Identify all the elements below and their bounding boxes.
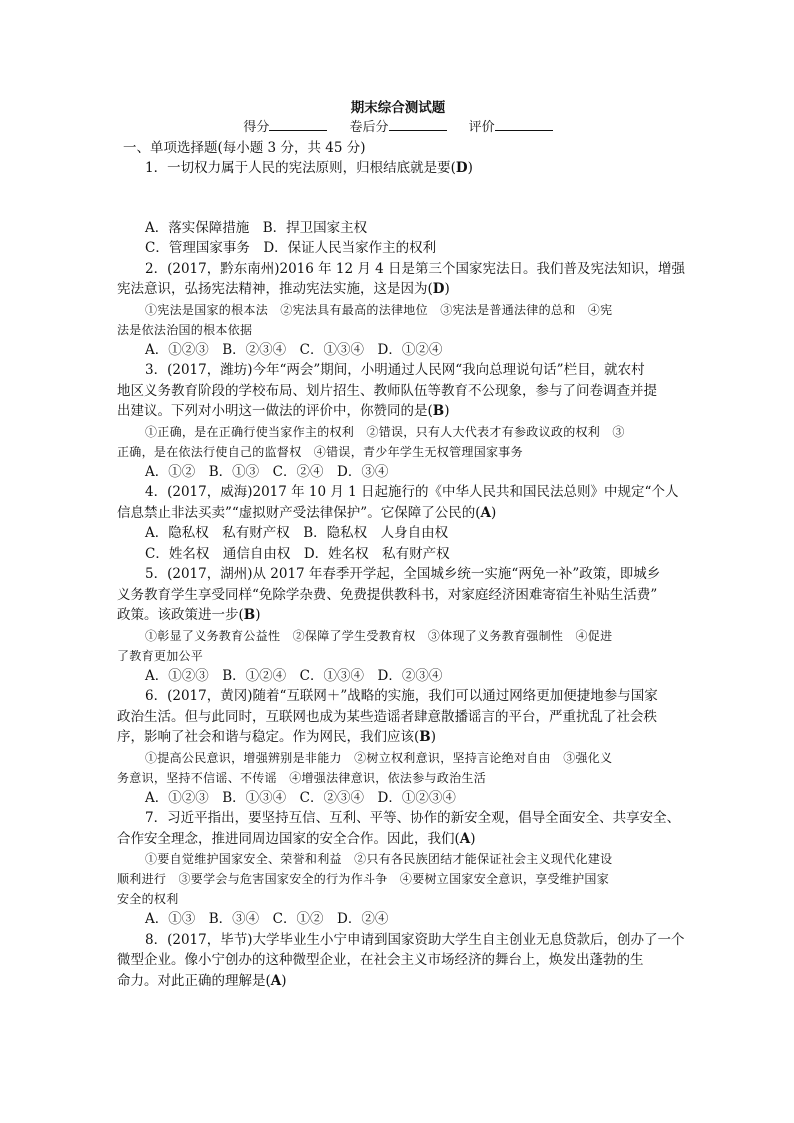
statements-line: 了教育更加公平 xyxy=(117,648,204,663)
question-stem xyxy=(117,158,679,179)
question-3 xyxy=(117,360,679,482)
section-heading: 一、单项选择题(每小题 3 分，共 45 分) xyxy=(123,140,366,156)
question-1 xyxy=(117,158,679,259)
question-stem xyxy=(117,401,679,422)
statements-line: 务意识，坚持不信谣、不传谣 ④增强法律意识，依法参与政治生活 xyxy=(117,770,487,785)
options-line: A．隐私权 私有财产权 B．隐私权 人身自由权 xyxy=(145,525,449,541)
question-8 xyxy=(117,930,685,992)
answer-key: A xyxy=(459,830,471,847)
stem-close: ) xyxy=(444,403,450,419)
stem-text: 信息禁止非法买卖”“虚拟财产受法律保护”。它保障了公民的( xyxy=(117,504,481,521)
statements-line: ①正确，是在正确行使当家作主的权利 ②错误，只有人大代表才有参政议政的权利 ③ xyxy=(145,424,625,439)
options-line: A．①②③ B．①②④ C．①③④ D．②③④ xyxy=(145,667,443,684)
question-stem xyxy=(117,503,679,524)
exam-page xyxy=(117,98,686,991)
statements-line: 顺利进行 ③要学会与危害国家安全的行为作斗争 ④要树立国家安全意识，享受维护国家 xyxy=(117,872,610,886)
options-line: A．①②③ B．①③④ C．②③④ D．①②③④ xyxy=(145,789,456,806)
stem-text: 宪法意识，弘扬宪法精神，推动宪法实施，这是因为( xyxy=(117,281,433,297)
statements-line: ①要自觉维护国家安全、荣誉和利益 ②只有各民族团结才能保证社会主义现代化建设 xyxy=(145,852,613,866)
after-score-blank[interactable] xyxy=(389,118,447,131)
question-5 xyxy=(117,564,679,686)
question-stem: 义务教育学生享受同样“免除学杂费、免费提供教科书，对家庭经济困难寄宿生补贴生活费” xyxy=(117,586,658,603)
question-stem: 4．(2017，威海)2017 年 10 月 1 日起施行的《中华人民共和国民法总则》中规定“个人 xyxy=(145,484,679,500)
question-stem: 微型企业。像小宁创办的这种微型企业，在社会主义市场经济的舞台上，焕发出蓬勃的生 xyxy=(117,952,644,968)
score-row xyxy=(117,118,679,138)
stem-close: ) xyxy=(470,830,476,847)
stem-text: 出建议。下列对小明这一做法的评价中，你赞同的是( xyxy=(117,403,433,419)
statements-line: 法是依法治国的根本依据 xyxy=(117,322,253,337)
question-stem xyxy=(117,605,679,626)
statements-line: ①提高公民意识，增强辨别是非能力 ②树立权利意识，坚持言论绝对自由 ③强化义 xyxy=(145,750,613,765)
answer-key: B xyxy=(419,729,431,745)
question-stem xyxy=(117,829,679,850)
question-7 xyxy=(117,808,679,930)
answer-key: D xyxy=(455,160,468,176)
question-stem xyxy=(117,727,679,748)
options-line: A．①③ B．③④ C．①② D．②④ xyxy=(145,911,389,927)
stem-close: ) xyxy=(255,607,261,623)
question-stem: 8．(2017，毕节)大学毕业生小宁申请到国家资助大学生自主创业无息贷款后，创办了一个 xyxy=(145,931,685,948)
question-stem xyxy=(117,279,679,300)
stem-close: ) xyxy=(444,281,450,297)
stem-close: ) xyxy=(490,504,497,521)
answer-key: A xyxy=(270,972,282,989)
score-blank[interactable] xyxy=(269,118,327,131)
question-6 xyxy=(117,686,679,808)
question-stem: 7．习近平指出，要坚持互信、互利、平等、协作的新安全观，倡导全面安全、共享安全、 xyxy=(145,810,681,826)
options-line: A．落实保障措施 B．捍卫国家主权 xyxy=(145,219,368,236)
statements-line: 正确，是在依法行使自己的监督权 ④错误，青少年学生无权管理国家事务 xyxy=(117,444,523,459)
options-line: A．①②③ B．②③④ C．①③④ D．①②④ xyxy=(145,341,443,358)
question-stem: 3．(2017，潍坊)今年“两会”期间，小明通过人民网“我向总理说句话”栏目，就农村 xyxy=(145,362,645,378)
question-stem: 5．(2017，湖州)从 2017 年春季开学起，全国城乡统一实施“两免一补”政策，即城乡 xyxy=(145,566,661,582)
answer-key: B xyxy=(432,403,445,419)
question-stem xyxy=(117,971,679,992)
question-2 xyxy=(117,259,686,361)
stem-text: 命力。对此正确的理解是( xyxy=(117,972,271,989)
answer-key: D xyxy=(432,281,445,297)
stem-text: 序，影响了社会和谐与稳定。作为网民，我们应该( xyxy=(117,729,420,745)
stem-close: ) xyxy=(281,972,287,989)
options-line: C．姓名权 通信自由权 D．姓名权 私有财产权 xyxy=(145,545,450,562)
options-line: C．管理国家事务 D．保证人民当家作主的权利 xyxy=(145,240,437,256)
score-label: 得分 xyxy=(243,120,270,135)
answer-space xyxy=(117,179,679,218)
statements-line: ①宪法是国家的根本法 ②宪法具有最高的法律地位 ③宪法是普通法律的总和 ④宪 xyxy=(145,302,613,317)
statements-line: 安全的权利 xyxy=(117,892,179,906)
answer-key: A xyxy=(480,504,491,521)
stem-close: ) xyxy=(467,160,473,176)
page-title: 期末综合测试题 xyxy=(350,100,446,116)
statements-line: ①彰显了义务教育公益性 ②保障了学生受教育权 ③体现了义务教育强制性 ④促进 xyxy=(145,628,613,643)
options-line: A．①② B．①③ C．②④ D．③④ xyxy=(145,463,389,480)
question-stem: 2．(2017，黔东南州)2016 年 12 月 4 日是第三个国家宪法日。我们普及宪法知识，增强 xyxy=(145,260,686,277)
stem-text: 政策。该政策进一步( xyxy=(117,607,244,623)
question-stem: 6．(2017，黄冈)随着“互联网＋”战略的实施，我们可以通过网络更加便捷地参与国家 xyxy=(145,688,658,704)
stem-text: 1．一切权力属于人民的宪法原则，归根结底就是要( xyxy=(145,160,456,176)
after-score-label: 卷后分 xyxy=(349,120,389,135)
evaluation-blank[interactable] xyxy=(495,118,553,131)
question-4 xyxy=(117,482,679,564)
question-stem: 地区义务教育阶段的学校布局、划片招生、教师队伍等教育不公现象，参与了问卷调查并提 xyxy=(117,382,657,399)
stem-close: ) xyxy=(430,729,436,745)
answer-key: B xyxy=(243,607,256,623)
stem-text: 合作安全理念，推进同周边国家的安全合作。因此，我们( xyxy=(117,830,460,847)
question-stem: 政治生活。但与此同时，互联网也成为某些造谣者肆意散播谣言的平台，严重扰乱了社会秩 xyxy=(117,708,657,725)
evaluation-label: 评价 xyxy=(468,120,495,135)
